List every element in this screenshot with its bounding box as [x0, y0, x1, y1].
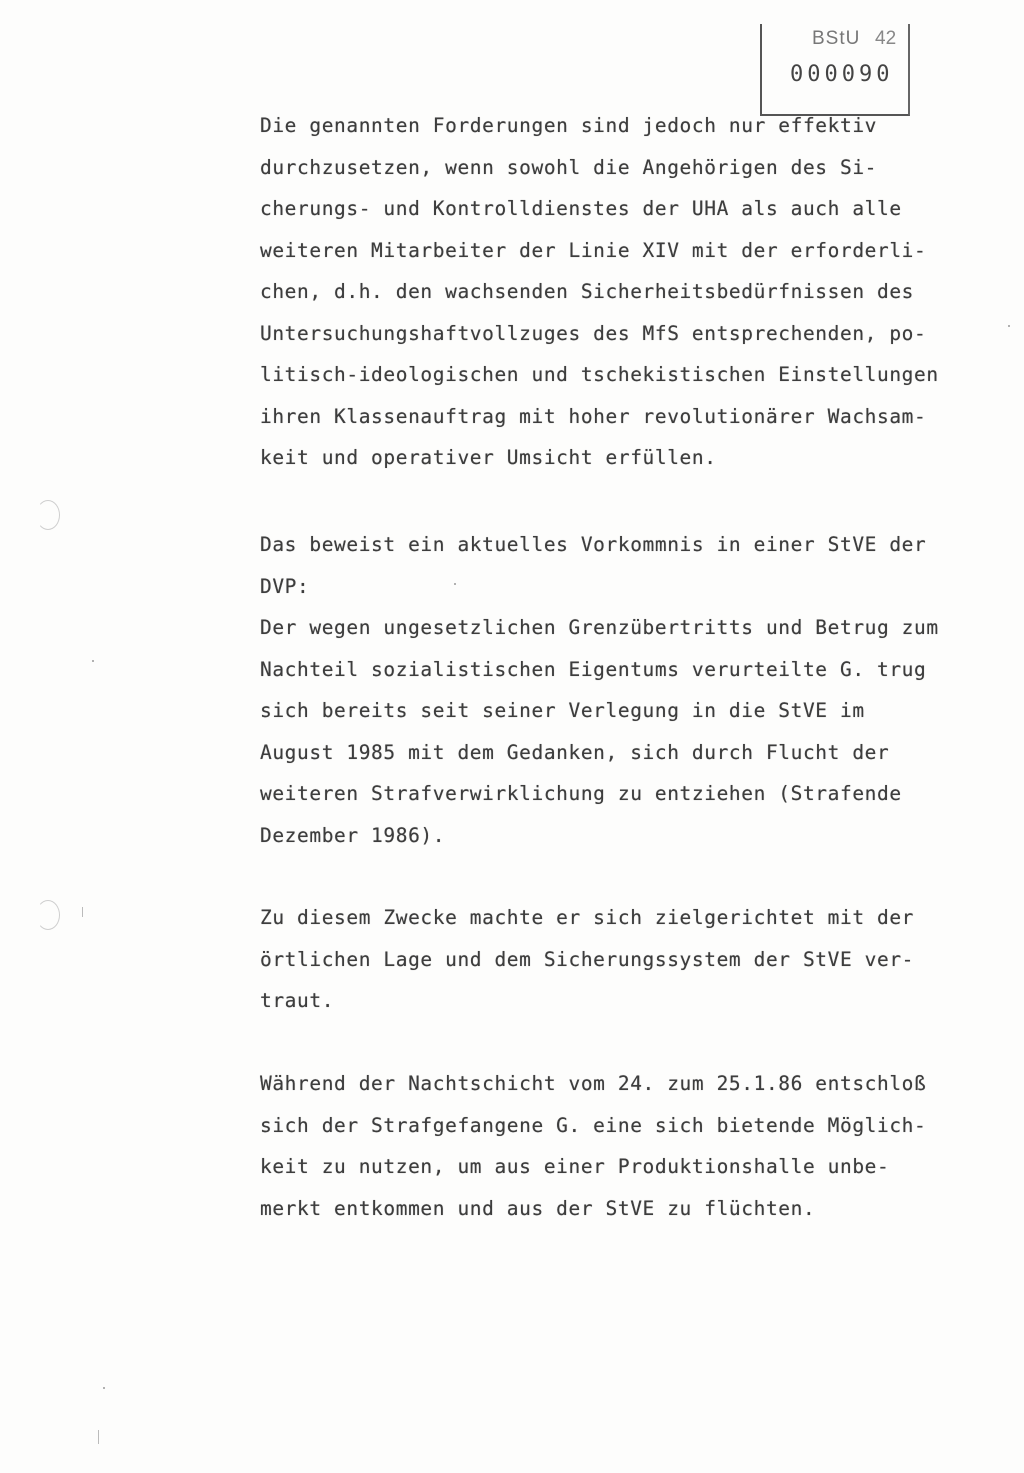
scan-speck — [103, 1387, 105, 1389]
scan-speck — [92, 660, 94, 662]
text-line: sich der Strafgefangene G. eine sich bietende Möglich- — [260, 1113, 927, 1137]
paragraph-3 — [260, 897, 980, 1022]
text-line: Das beweist ein aktuelles Vorkommnis in einer StVE der — [260, 533, 927, 556]
text-line: traut. — [260, 989, 335, 1012]
text-line: cherungs- und Kontrolldienstes der UHA als auch alle — [260, 197, 902, 220]
text-line: durchzusetzen, wenn sowohl die Angehörigen des Si- — [260, 155, 877, 179]
text-line: keit und operativer Umsicht erfüllen. — [260, 446, 717, 469]
text-line: keit zu nutzen, um aus einer Produktionshalle unbe- — [260, 1155, 890, 1178]
punch-hole-mark — [36, 900, 60, 930]
text-line: sich bereits seit seiner Verlegung in die StVE im — [260, 699, 865, 722]
text-line: weiteren Mitarbeiter der Linie XIV mit der erforderli- — [260, 238, 927, 262]
paragraph-2 — [260, 524, 980, 856]
text-line: DVP: — [260, 574, 310, 598]
text-line: Der wegen ungesetzlichen Grenzübertritts und Betrug zum — [260, 616, 939, 639]
paragraph-4 — [260, 1063, 980, 1229]
text-line: Die genannten Forderungen sind jedoch nur effektiv — [260, 114, 877, 137]
paragraph-1 — [260, 105, 980, 479]
text-line: Untersuchungshaftvollzuges des MfS entsprechenden, po- — [260, 321, 927, 345]
stamp-label: BStU — [812, 28, 861, 49]
archive-stamp — [760, 24, 910, 116]
text-line: chen, d.h. den wachsenden Sicherheitsbedürfnissen des — [260, 280, 915, 303]
text-line: August 1985 mit dem Gedanken, sich durch Flucht der — [260, 740, 890, 764]
stamp-page-number: 42 — [875, 28, 897, 49]
text-line: örtlichen Lage und dem Sicherungssystem der StVE ver- — [260, 947, 915, 971]
text-line: litisch-ideologischen und tschekistischen Einstellungen — [260, 363, 939, 386]
stamp-document-number: 000090 — [790, 62, 894, 87]
scan-line-mark — [82, 907, 83, 917]
text-line: Dezember 1986). — [260, 823, 446, 847]
text-line: Nachteil sozialistischen Eigentums verurteilte G. trug — [260, 657, 927, 681]
text-line: Während der Nachtschicht vom 24. zum 25.1.86 entschloß — [260, 1072, 927, 1095]
punch-hole-mark — [36, 500, 60, 530]
text-line: Zu diesem Zwecke machte er sich zielgerichtet mit der — [260, 906, 915, 929]
text-line: merkt entkommen und aus der StVE zu flüchten. — [260, 1196, 816, 1220]
text-line: ihren Klassenauftrag mit hoher revolutionärer Wachsam- — [260, 404, 927, 428]
scan-speck — [1008, 325, 1010, 327]
text-line: weiteren Strafverwirklichung zu entziehen (Strafende — [260, 782, 902, 805]
scan-speck — [454, 583, 456, 585]
scan-line-mark — [98, 1430, 99, 1444]
